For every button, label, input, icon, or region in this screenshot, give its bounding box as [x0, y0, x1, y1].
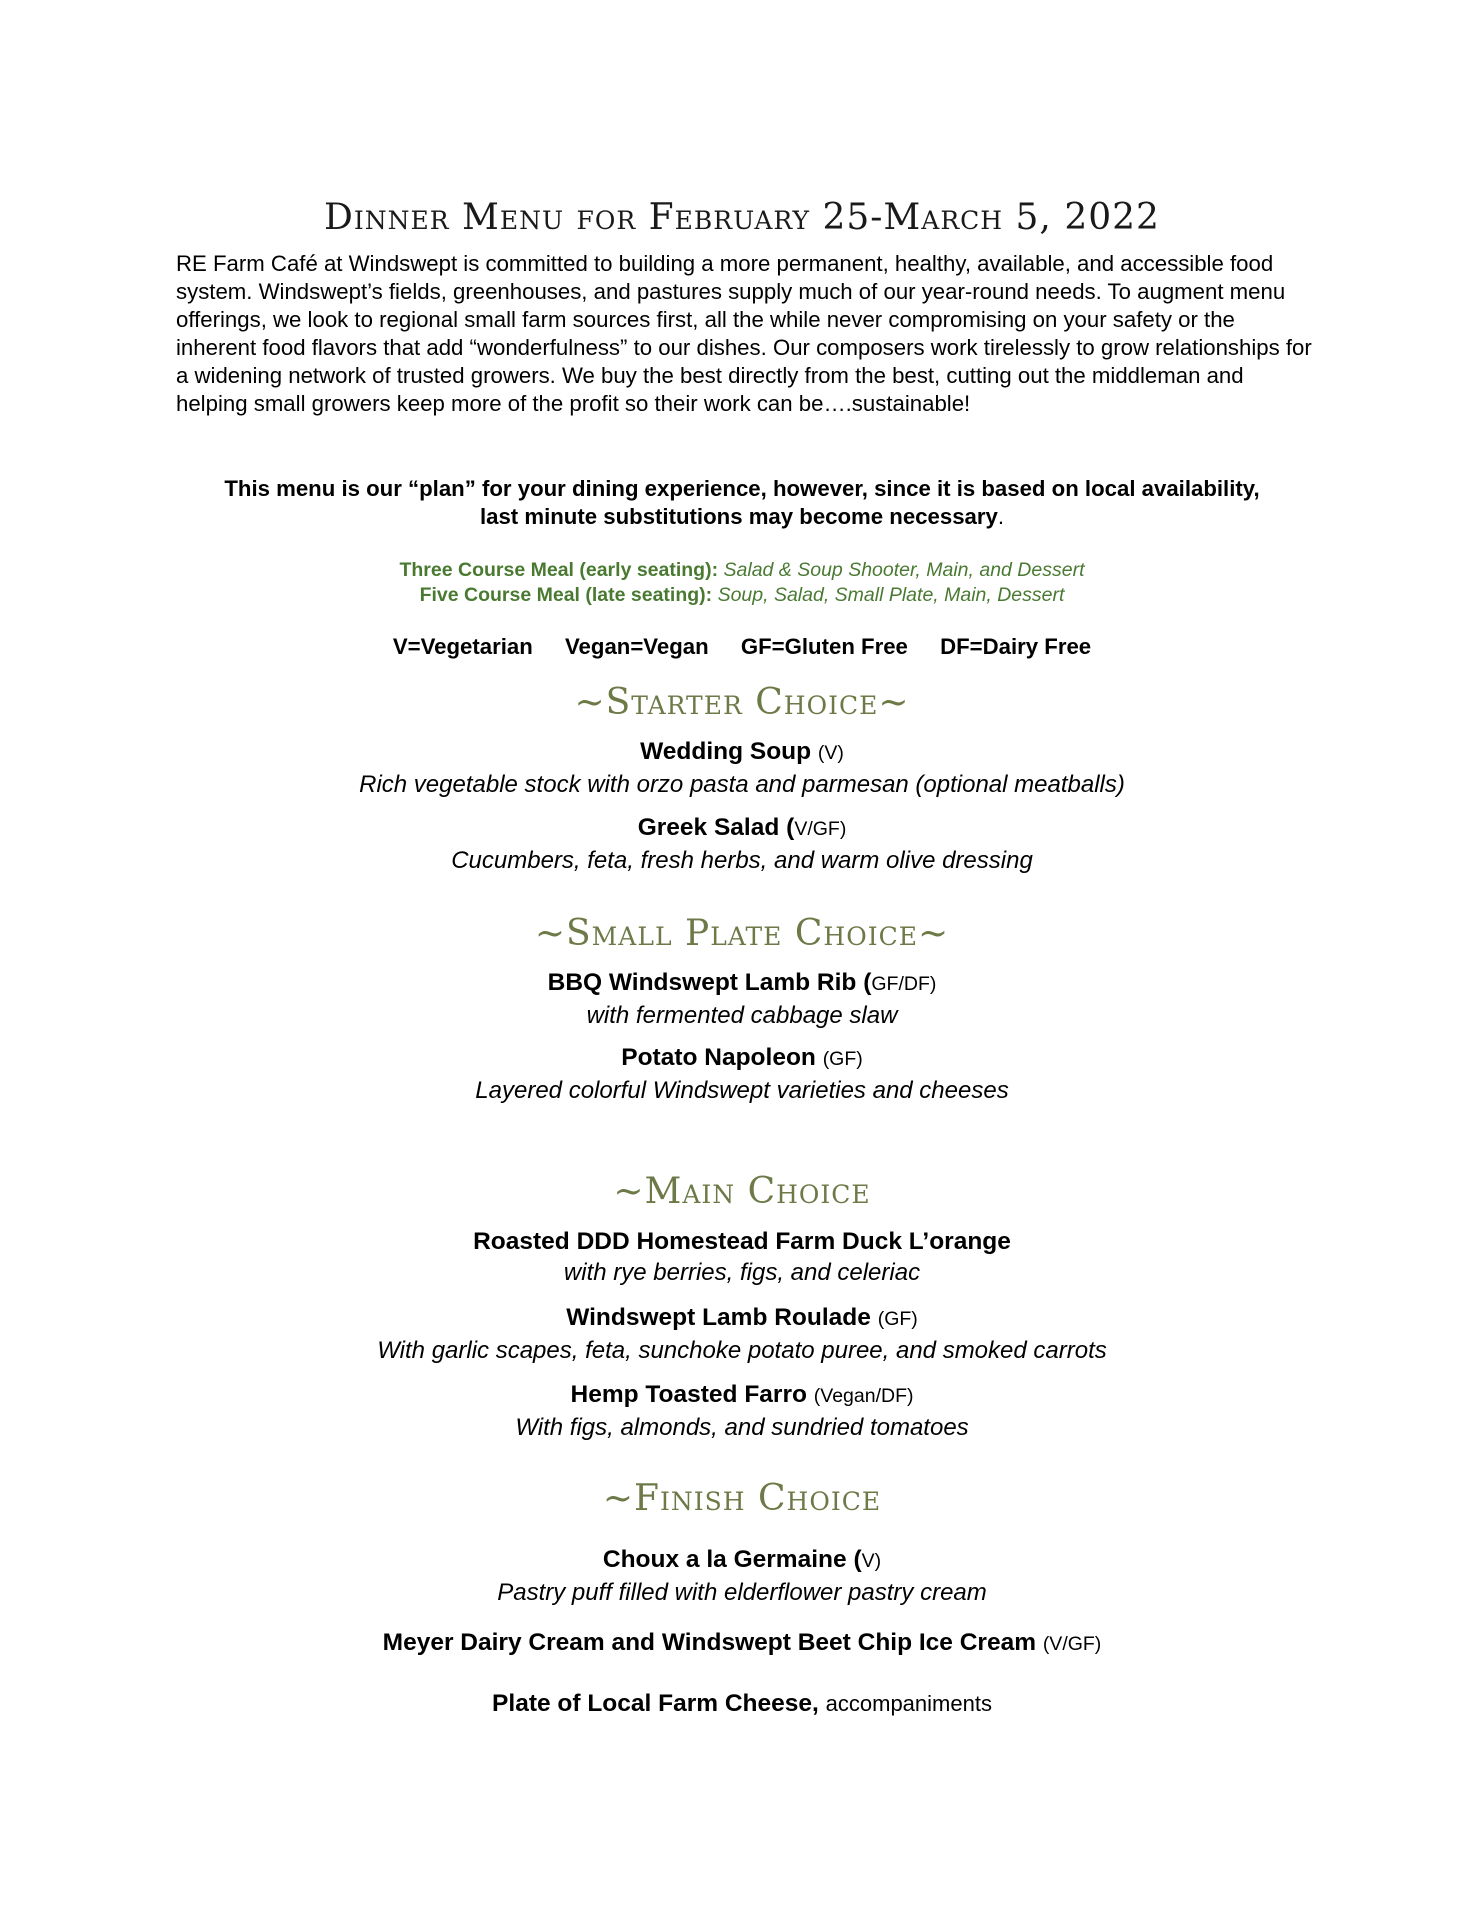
section-heading-small-plate: ~Small Plate Choice~ — [534, 913, 950, 954]
course-value: Salad & Soup Shooter, Main, and Dessert — [723, 559, 1085, 581]
item-name-line — [0, 1379, 1484, 1412]
item-description: With garlic scapes, feta, sunchoke potato puree, and smoked carrots — [377, 1337, 1107, 1364]
page-title: Dinner Menu for February 25-March 5, 2022 — [324, 197, 1160, 238]
menu-item — [0, 1042, 1484, 1106]
item-tag-open: ( — [863, 969, 872, 996]
item-description: with fermented cabbage slaw — [586, 1002, 898, 1029]
course-option-three — [0, 558, 1484, 583]
item-name: Wedding Soup — [640, 738, 812, 765]
item-name-line — [0, 1302, 1484, 1335]
item-name-line — [0, 1688, 1484, 1719]
item-name-line — [0, 736, 1484, 769]
menu-item — [0, 1302, 1484, 1366]
item-name: Roasted DDD Homestead Farm Duck L’orange — [473, 1228, 1011, 1255]
item-tag-open: ( — [786, 814, 795, 841]
item-description: Cucumbers, feta, fresh herbs, and warm olive dressing — [451, 847, 1033, 874]
item-description: with rye berries, figs, and celeriac — [563, 1259, 921, 1286]
item-name: Meyer Dairy Cream and Windswept Beet Chip Ice Cream — [382, 1629, 1036, 1656]
item-name: BBQ Windswept Lamb Rib — [547, 969, 857, 996]
dietary-legend — [0, 633, 1484, 661]
item-name-line — [0, 1226, 1484, 1257]
item-diet-tag: (GF) — [877, 1308, 918, 1330]
section-heading-finish: ~Finish Choice — [602, 1478, 882, 1519]
item-diet-tag: (V) — [817, 742, 844, 764]
item-name-line — [0, 812, 1484, 845]
menu-item — [0, 1627, 1484, 1660]
legend-item: GF=Gluten Free — [740, 634, 908, 659]
item-description: Rich vegetable stock with orzo pasta and parmesan (optional meatballs) — [359, 771, 1125, 798]
notice-line-2-text: last minute substitutions may become necessary — [479, 504, 998, 529]
item-diet-tag: V) — [861, 1550, 882, 1572]
item-name-line — [0, 967, 1484, 1000]
item-description: With figs, almonds, and sundried tomatoes — [515, 1414, 969, 1441]
item-name: Greek Salad — [637, 814, 780, 841]
item-diet-tag: (GF) — [822, 1048, 863, 1070]
legend-item: Vegan=Vegan — [564, 634, 709, 659]
menu-item — [0, 967, 1484, 1031]
item-note: accompaniments — [825, 1691, 992, 1716]
item-name: Choux a la Germaine — [602, 1546, 847, 1573]
item-diet-tag: GF/DF) — [871, 973, 937, 995]
course-options — [0, 558, 1484, 608]
item-description: Pastry puff filled with elderflower pastry cream — [497, 1579, 987, 1606]
legend-item: V=Vegetarian — [392, 634, 533, 659]
item-diet-tag: V/GF) — [794, 818, 847, 840]
item-diet-tag: (Vegan/DF) — [813, 1385, 914, 1407]
intro-paragraph — [176, 250, 1316, 418]
notice-line-1: This menu is our “plan” for your dining experience, however, since it is based on local availability, — [224, 476, 1260, 501]
item-name: Potato Napoleon — [621, 1044, 816, 1071]
item-name: Hemp Toasted Farro — [570, 1381, 807, 1408]
legend-item: DF=Dairy Free — [940, 634, 1092, 659]
notice-period: . — [997, 504, 1005, 529]
item-diet-tag: (V/GF) — [1042, 1633, 1102, 1655]
menu-item — [0, 1544, 1484, 1608]
item-tag-open: ( — [853, 1546, 862, 1573]
item-description: Layered colorful Windswept varieties and cheeses — [475, 1077, 1009, 1104]
item-name-line — [0, 1627, 1484, 1660]
item-name-line — [0, 1544, 1484, 1577]
menu-item — [0, 812, 1484, 876]
item-name-line — [0, 1042, 1484, 1075]
intro-text: RE Farm Café at Windswept is committed to building a more permanent, healthy, available, and accessible food system. Windswept’s fields, greenhouses, and pastures supply much of our year-round needs. To augment menu offerings, we look to regional small farm sources first, all the while never compromising on your safety or the inherent food flavors that add “wonderfulness” to our dishes. Our composers work tirelessly to grow relationships for a widening network of trusted growers. We buy the best directly from the best, cutting out the middleman and helping small growers keep more of the profit so their work can be….sustainable! — [176, 251, 1312, 416]
course-label: Three Course Meal (early seating): — [399, 559, 719, 581]
item-name: Windswept Lamb Roulade — [566, 1304, 871, 1331]
section-heading-starter: ~Starter Choice~ — [574, 682, 910, 723]
item-name: Plate of Local Farm Cheese, — [492, 1690, 819, 1717]
menu-item — [0, 1226, 1484, 1288]
substitution-notice — [0, 475, 1484, 531]
course-value: Soup, Salad, Small Plate, Main, Dessert — [717, 584, 1065, 606]
menu-item — [0, 1379, 1484, 1443]
course-option-five — [0, 583, 1484, 608]
section-heading-main: ~Main Choice — [613, 1171, 871, 1212]
menu-item — [0, 1688, 1484, 1719]
course-label: Five Course Meal (late seating): — [419, 584, 713, 606]
menu-item — [0, 736, 1484, 800]
notice-line-2 — [0, 503, 1484, 531]
